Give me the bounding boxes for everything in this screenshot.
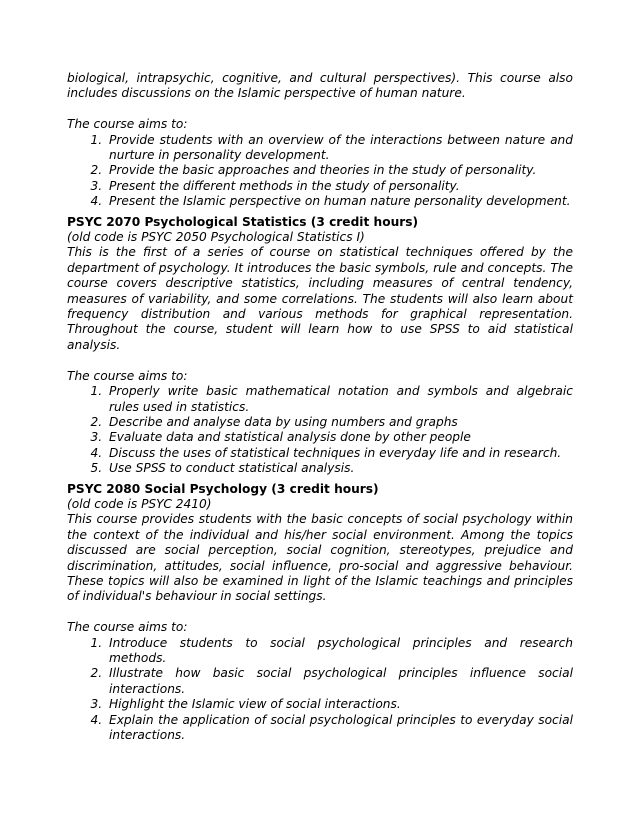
list-item: 2. Provide the basic approaches and theories in the study of personality. bbox=[106, 163, 573, 178]
intro-continuation: biological, intrapsychic, cognitive, and cultural perspectives). This course also includes discussions on the Islamic perspective of human nature. bbox=[67, 71, 573, 101]
list-item: 1. Properly write basic mathematical notation and symbols and algebraic rules used in statistics. bbox=[106, 384, 573, 415]
list-item: 4. Discuss the uses of statistical techniques in everyday life and in research. bbox=[106, 446, 573, 461]
list-item: 3. Highlight the Islamic view of social interactions. bbox=[106, 697, 573, 712]
list-item: 2. Illustrate how basic social psychological principles influence social interactions. bbox=[106, 666, 573, 697]
old-code-psyc2070: (old code is PSYC 2050 Psychological Statistics I) bbox=[67, 230, 365, 245]
list-item: 4. Present the Islamic perspective on human nature personality development. bbox=[106, 194, 573, 209]
intro-aims-list bbox=[67, 133, 573, 210]
course-title-psyc2070: PSYC 2070 Psychological Statistics (3 credit hours) bbox=[67, 214, 419, 229]
aims-list-psyc2070 bbox=[67, 384, 573, 476]
aims-label-psyc2070: The course aims to: bbox=[67, 368, 188, 383]
document-page bbox=[67, 71, 573, 743]
list-item: 4. Explain the application of social psychological principles to everyday social interactions. bbox=[106, 713, 573, 744]
aims-label-psyc2080: The course aims to: bbox=[67, 620, 188, 635]
list-item: 3. Evaluate data and statistical analysis done by other people bbox=[106, 430, 573, 445]
list-item: 3. Present the different methods in the study of personality. bbox=[106, 179, 573, 194]
description-psyc2080: This course provides students with the basic concepts of social psychology within the context of the individual and his/her social environment. Among the topics discussed are social perception, social cognition, stereotypes, prejudice and discrimination, attitudes, social influence, pro-social and aggressive behaviour. These topics will also be examined in light of the Islamic teachings and principles of individual's behaviour in social settings. bbox=[67, 512, 573, 604]
intro-aims-label: The course aims to: bbox=[67, 117, 188, 132]
aims-list-psyc2080 bbox=[67, 636, 573, 744]
list-item: 1. Introduce students to social psychological principles and research methods. bbox=[106, 636, 573, 667]
old-code-psyc2080: (old code is PSYC 2410) bbox=[67, 496, 212, 511]
description-psyc2070: This is the first of a series of course on statistical techniques offered by the department of psychology. It introduces the basic symbols, rule and concepts. The course covers descriptive statistics, including measures of central tendency, measures of variability, and some correlations. The students will also learn about frequency distribution and various methods for graphical representation. Throughout the course, student will learn how to use SPSS to aid statistical analysis. bbox=[67, 245, 573, 352]
course-title-psyc2080: PSYC 2080 Social Psychology (3 credit hours) bbox=[67, 481, 379, 496]
list-item: 5. Use SPSS to conduct statistical analysis. bbox=[106, 461, 573, 476]
list-item: 2. Describe and analyse data by using numbers and graphs bbox=[106, 415, 573, 430]
list-item: 1. Provide students with an overview of the interactions between nature and nurture in personality development. bbox=[106, 133, 573, 164]
